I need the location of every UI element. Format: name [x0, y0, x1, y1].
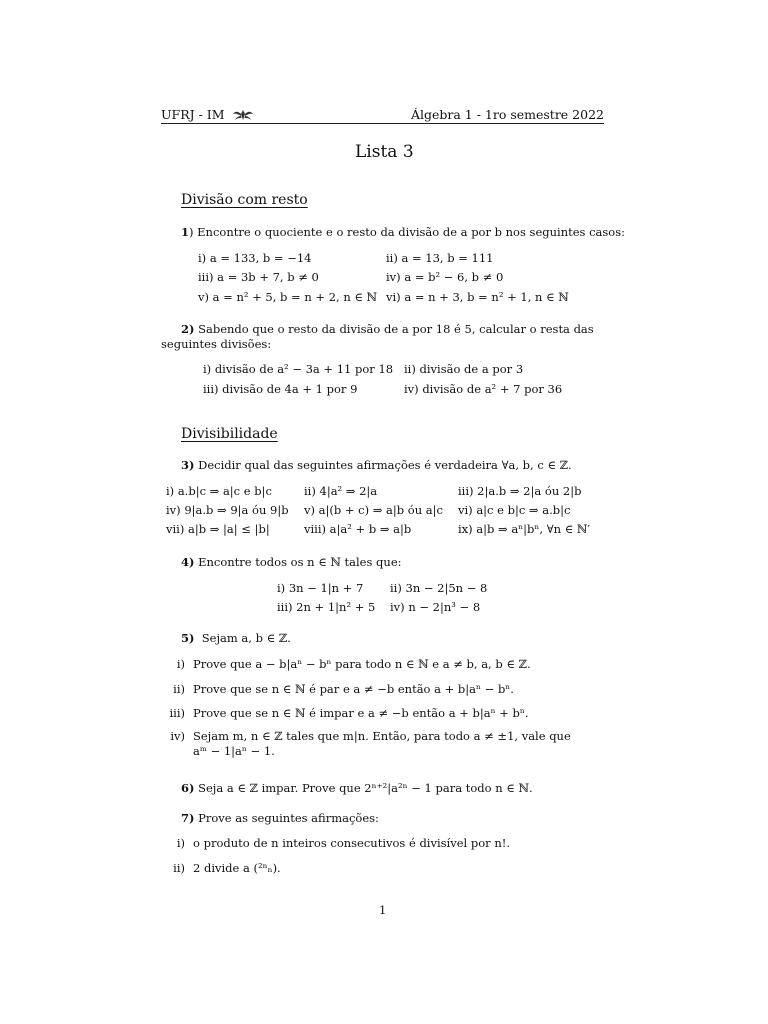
q4-item: iii) 2n + 1|n² + 5 [277, 600, 376, 614]
q5-item-label: ii) [173, 682, 185, 696]
question-3 [181, 458, 572, 472]
question-number: 4) [181, 555, 195, 569]
q3-item: viii) a|a² + b ⇒ a|b [304, 522, 412, 536]
header-institution: UFRJ - IM [161, 107, 225, 122]
question-text: Sabendo que o resto da divisão de a por 18 é 5, calcular o resta das [198, 322, 594, 336]
q2-item: i) divisão de a² − 3a + 11 por 18 [203, 362, 394, 376]
header-left [161, 107, 254, 122]
q5-item-text: Sejam m, n ∈ ℤ tales que m|n. Então, para todo a ≠ ±1, vale que [193, 729, 571, 743]
q1-item: i) a = 133, b = −14 [198, 251, 312, 265]
q7-item-text: o produto de n inteiros consecutivos é divisível por n!. [193, 836, 510, 850]
q3-item: ii) 4|a² ⇒ 2|a [304, 484, 378, 498]
q1-item: vi) a = n + 3, b = n² + 1, n ∈ ℕ [386, 290, 569, 304]
q2-item: iii) divisão de 4a + 1 por 9 [203, 382, 358, 396]
q1-item: v) a = n² + 5, b = n + 2, n ∈ ℕ [198, 290, 378, 304]
question-text: Seja a ∈ ℤ impar. Prove que 2ⁿ⁺²|a²ⁿ − 1 para todo n ∈ ℕ. [198, 781, 533, 795]
q5-item-text-continued: aᵐ − 1|aⁿ − 1. [193, 744, 275, 758]
q3-item: vi) a|c e b|c ⇒ a.b|c [458, 503, 571, 517]
question-4 [181, 555, 402, 569]
section-title-divisibilidade: Divisibilidade [181, 426, 278, 442]
question-number: 3) [181, 458, 195, 472]
header-rule [161, 123, 604, 124]
q7-item-label: i) [176, 836, 185, 850]
question-1 [181, 225, 625, 239]
q5-item-text: Prove que se n ∈ ℕ é impar e a ≠ −b então a + b|aⁿ + bⁿ. [193, 706, 529, 720]
q3-item: iii) 2|a.b ⇒ 2|a óu 2|b [458, 484, 582, 498]
question-text: Decidir qual das seguintes afirmações é verdadeira ∀a, b, c ∈ ℤ. [198, 458, 572, 472]
q7-item-label: ii) [173, 861, 185, 875]
question-text-continued: seguintes divisões: [161, 337, 272, 351]
q5-item-label: iv) [170, 729, 185, 743]
q3-item: i) a.b|c ⇒ a|c e b|c [166, 484, 272, 498]
q4-item: iv) n − 2|n³ − 8 [390, 600, 481, 614]
ufrj-logo-icon [232, 109, 254, 121]
question-2 [181, 322, 594, 336]
q2-item: iv) divisão de a² + 7 por 36 [404, 382, 563, 396]
q1-item: iii) a = 3b + 7, b ≠ 0 [198, 270, 319, 284]
q5-item-text: Prove que se n ∈ ℕ é par e a ≠ −b então a + b|aⁿ − bⁿ. [193, 682, 514, 696]
q5-item-label: iii) [169, 706, 185, 720]
question-6 [181, 781, 533, 795]
q5-item-label: i) [176, 657, 185, 671]
question-number: 7) [181, 811, 195, 825]
question-number: 2) [181, 322, 195, 336]
q1-item: ii) a = 13, b = 111 [386, 251, 494, 265]
question-number: 1 [181, 225, 190, 239]
q3-item: vii) a|b ⇒ |a| ≤ |b| [166, 522, 270, 536]
q4-item: i) 3n − 1|n + 7 [277, 581, 364, 595]
section-title-divisao: Divisão com resto [181, 192, 308, 208]
q7-item-text: 2 divide a (²ⁿₙ). [193, 861, 281, 875]
q3-item: iv) 9|a.b ⇒ 9|a óu 9|b [166, 503, 289, 517]
q3-item: ix) a|b ⇒ aⁿ|bⁿ, ∀n ∈ ℕ′ [458, 522, 590, 536]
q1-item: iv) a = b² − 6, b ≠ 0 [386, 270, 504, 284]
question-5 [181, 631, 291, 645]
question-text: Sejam a, b ∈ ℤ. [201, 631, 291, 645]
q5-item-text: Prove que a − b|aⁿ − bⁿ para todo n ∈ ℕ e a ≠ b, a, b ∈ ℤ. [193, 657, 531, 671]
q4-item: ii) 3n − 2|5n − 8 [390, 581, 488, 595]
page-number: 1 [379, 903, 387, 917]
question-text: Prove as seguintes afirmações: [198, 811, 379, 825]
question-7 [181, 811, 379, 825]
page-title: Lista 3 [355, 142, 414, 162]
q2-item: ii) divisão de a por 3 [404, 362, 524, 376]
question-text: Encontre todos os n ∈ ℕ tales que: [198, 555, 402, 569]
q3-item: v) a|(b + c) ⇒ a|b óu a|c [304, 503, 443, 517]
question-number: 6) [181, 781, 195, 795]
question-number: 5) [181, 631, 195, 645]
question-text: ) Encontre o quociente e o resto da divisão de a por b nos seguintes casos: [189, 225, 625, 239]
header-course: Álgebra 1 - 1ro semestre 2022 [410, 107, 604, 122]
